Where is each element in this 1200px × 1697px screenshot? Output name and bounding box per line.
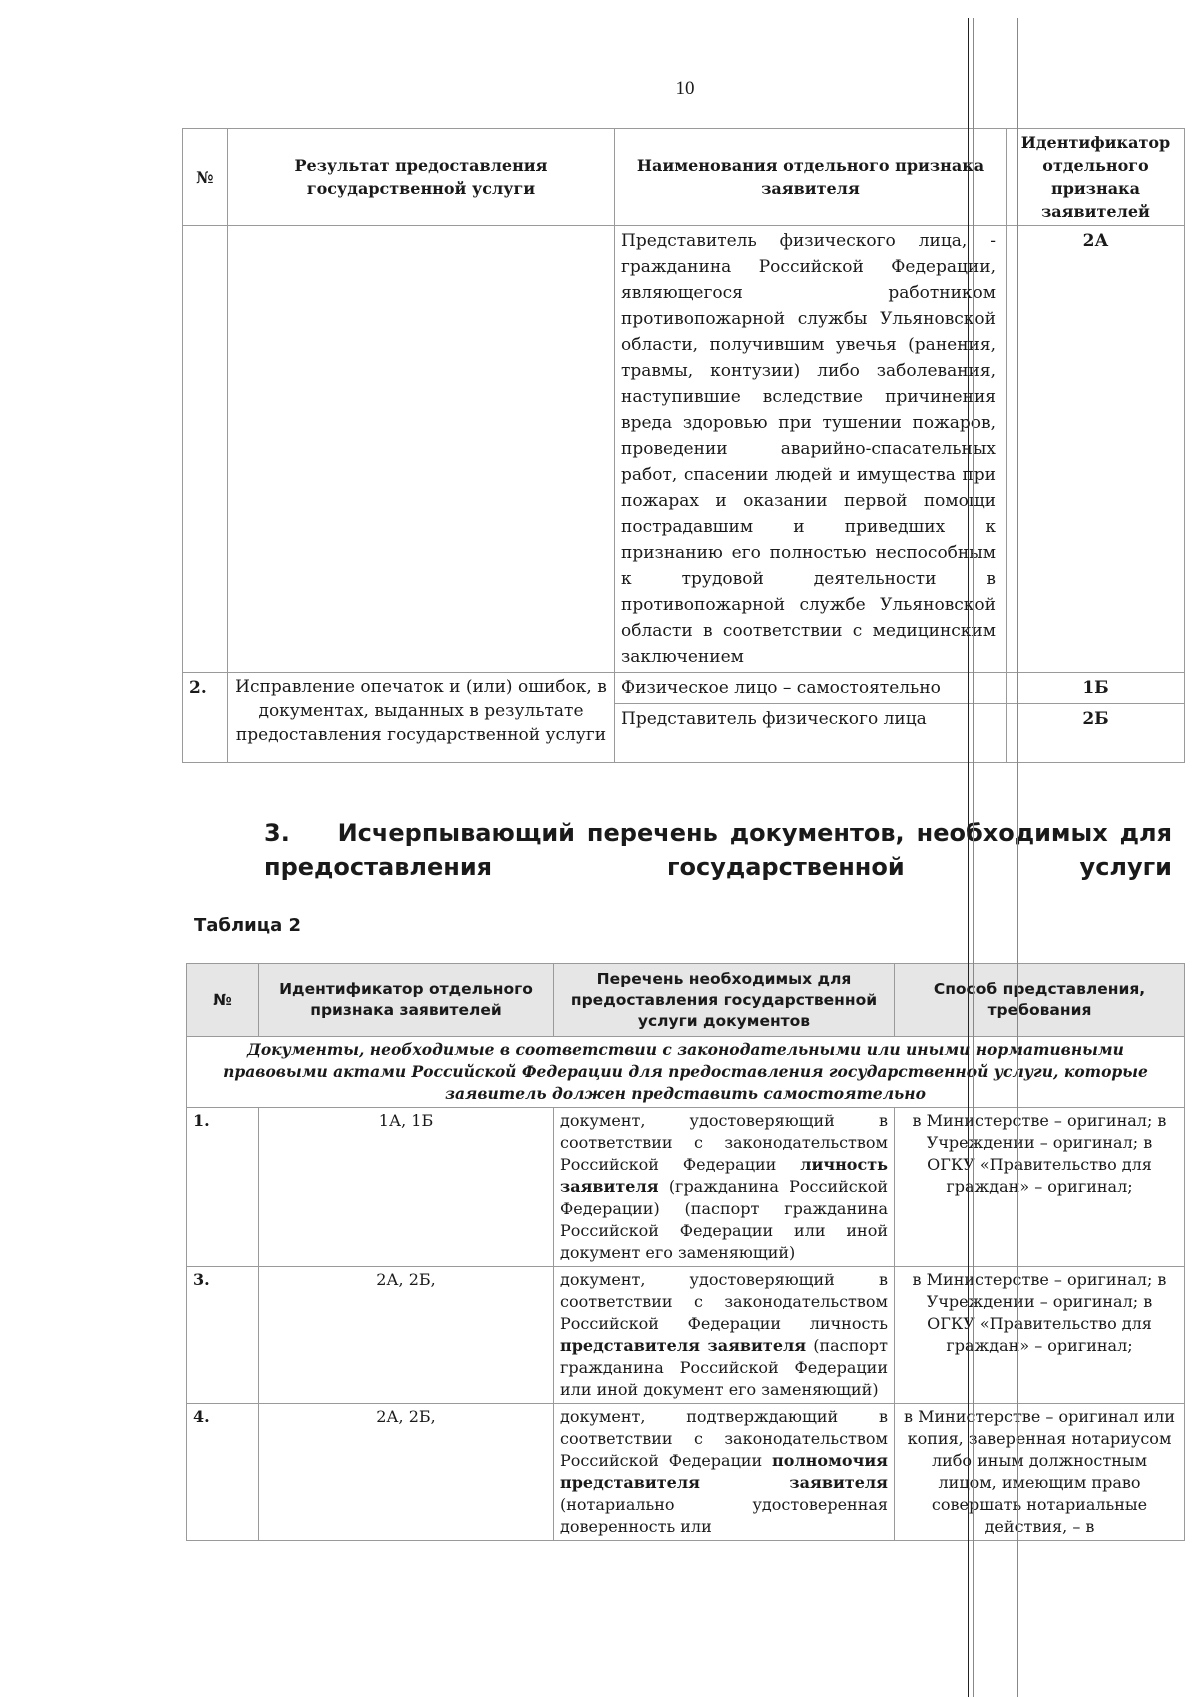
row-method-cell: в Министерстве – оригинал; в Учреждении – оригинал; в ОГКУ «Правительство для граждан» – оригинал; — [895, 1108, 1185, 1267]
row-document-cell: документ, удостоверяющий в соответствии с законодательством Российской Федерации личность представителя заявителя (паспорт гражданина Российской Федерации или иной документ его заменяющий) — [554, 1267, 895, 1404]
section-number: 3. — [264, 819, 290, 847]
row-result-cell: Исправление опечаток и (или) ошибок, в документах, выданных в результате предоставления государственной услуги — [228, 673, 615, 763]
row-identifier-cell: 2А, 2Б, — [259, 1267, 554, 1404]
criterion-cell: Физическое лицо – самостоятельно — [615, 673, 1007, 704]
row-method-cell: в Министерстве – оригинал или копия, заверенная нотариусом либо иным должностным лицом, имеющим право совершать нотариальные действия, – в — [895, 1404, 1185, 1541]
group-header-row — [187, 1037, 1185, 1108]
row-number-cell: 4. — [187, 1404, 259, 1541]
group-title: Документы, необходимые в соответствии с законодательными или иными нормативными правовыми актами Российской Федерации для предоставления государственной услуги, которые заявитель должен представить самостоятельно — [187, 1037, 1185, 1108]
header-number: № — [183, 129, 228, 226]
row-document-cell: документ, удостоверяющий в соответствии с законодательством Российской Федерации личность заявителя (гражданина Российской Федерации) (паспорт гражданина Российской Федерации или иной документ его заменяющий) — [554, 1108, 895, 1267]
table-row — [183, 226, 1185, 673]
header-identifier: Идентификатор отдельного признака заявителей — [259, 964, 554, 1037]
criterion-cell: Представитель физического лица, - гражданина Российской Федерации, являющегося работником противопожарной службы Ульяновской области, получившим увечья (ранения, травмы, контузии) либо заболевания, наступившие вследствие причинения вреда здоровью при тушении пожаров, проведении аварийно-спасательных работ, спасении людей и имущества при пожарах и оказании первой помощи пострадавшим и приведших к признанию его полностью неспособным к трудовой деятельности в противопожарной службе Ульяновской области в соответствии с медицинским заключением — [615, 226, 1007, 673]
row-number-cell: 3. — [187, 1267, 259, 1404]
section-title: Исчерпывающий перечень документов, необходимых для предоставления государственной услуги — [264, 819, 1172, 881]
header-result: Результат предоставления государственной услуги — [228, 129, 615, 226]
page-number: 10 — [675, 78, 695, 99]
row-document-cell: документ, подтверждающий в соответствии с законодательством Российской Федерации полномочия представителя заявителя (нотариально удостоверенная доверенность или — [554, 1404, 895, 1541]
scan-artifact-line — [1017, 18, 1018, 1697]
row-number-cell: 2. — [183, 673, 228, 763]
section-heading — [192, 816, 1172, 884]
table-row — [183, 673, 1185, 704]
table-row — [187, 1267, 1185, 1404]
row-number-cell: 1. — [187, 1108, 259, 1267]
identifier-cell: 1Б — [1007, 673, 1185, 704]
header-identifier: Идентификатор отдельного признака заявителей — [1007, 129, 1185, 226]
criterion-cell: Представитель физического лица — [615, 704, 1007, 763]
header-documents: Перечень необходимых для предоставления государственной услуги документов — [554, 964, 895, 1037]
row-number-cell — [183, 226, 228, 673]
scan-artifact-line — [968, 18, 969, 1697]
header-number: № — [187, 964, 259, 1037]
table-header-row — [183, 129, 1185, 226]
row-identifier-cell: 2А, 2Б, — [259, 1404, 554, 1541]
row-result-cell — [228, 226, 615, 673]
applicant-criteria-table — [182, 128, 1185, 763]
table-caption: Таблица 2 — [194, 915, 302, 936]
header-method: Способ представления, требования — [895, 964, 1185, 1037]
identifier-cell: 2Б — [1007, 704, 1185, 763]
table-row — [187, 1108, 1185, 1267]
documents-table — [186, 963, 1185, 1541]
row-identifier-cell: 1А, 1Б — [259, 1108, 554, 1267]
identifier-cell: 2А — [1007, 226, 1185, 673]
table-header-row — [187, 964, 1185, 1037]
header-criterion: Наименования отдельного признака заявителя — [615, 129, 1007, 226]
row-method-cell: в Министерстве – оригинал; в Учреждении – оригинал; в ОГКУ «Правительство для граждан» – оригинал; — [895, 1267, 1185, 1404]
scan-artifact-line — [973, 18, 974, 1697]
table-row — [187, 1404, 1185, 1541]
